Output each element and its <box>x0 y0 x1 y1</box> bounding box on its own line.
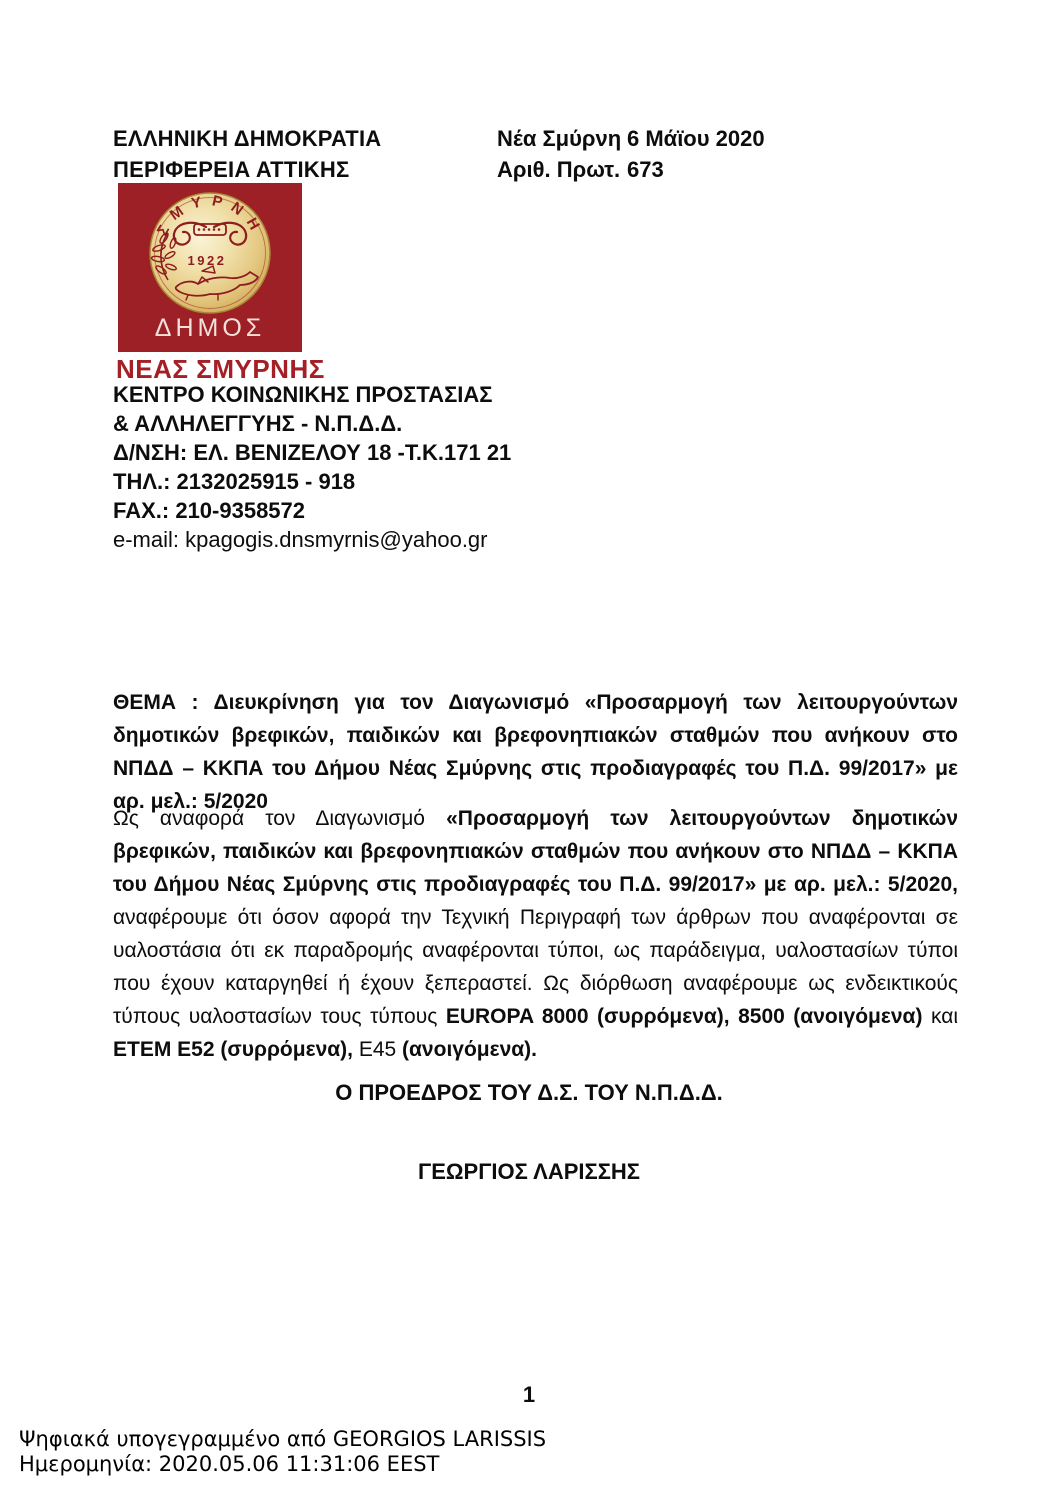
body-run: EUROPA 8000 (συρρόμενα), 8500 (ανοιγόμενα) <box>445 1005 923 1028</box>
subject-text: Διευκρίνηση για τον Διαγωνισμό «Προσαρμογή των λειτουργούντων δημοτικών βρεφικών, παιδικών και βρεφονηπιακών σταθμών που ανήκουν στο ΝΠΔΔ – ΚΚΠΑ του Δήμου Νέας Σμύρνης στις προδιαγραφές του Π.Δ. 99/2017» με αρ. μελ.: 5/2020 <box>113 691 958 813</box>
body-run: Ως αναφορά τον Διαγωνισμό <box>113 807 447 830</box>
page-number: 1 <box>522 1382 536 1407</box>
seal-coin-inscription: ΣΜΥΡΝΗ <box>153 192 268 241</box>
seal-below-caption: ΝΕΑΣ ΣΜΥΡΝΗΣ <box>116 354 325 384</box>
contact-fax: FAX.: 210-9358572 <box>113 498 306 523</box>
date-row <box>497 123 765 154</box>
body-run: Ε45 <box>358 1038 403 1061</box>
contact-block <box>113 380 511 554</box>
subject-paragraph <box>113 686 958 818</box>
header-right <box>497 123 765 185</box>
digital-signature-line2: Ημερομηνία: 2020.05.06 11:31:06 EEST <box>19 1452 440 1476</box>
signature-name: ΓΕΩΡΓΙΟΣ ΛΑΡΙΣΣΗΣ <box>418 1159 640 1184</box>
body-paragraph <box>113 802 958 1066</box>
body-run: αναφέρουμε ότι όσον αφορά την Τεχνική Περιγραφή των άρθρων που αναφέρονται σε υαλοστάσια ότι εκ παραδρομής αναφέρονται τύποι, ως παράδειγμα, υαλοστασίων τύποι που έχουν καταργηθεί ή έχουν ξεπεραστεί. Ως διόρθωση αναφέρουμε ως ενδεικτικούς τύπους υαλοστασίων τους τύπους <box>113 906 958 1028</box>
subject-label: ΘΕΜΑ : <box>113 691 199 714</box>
digital-signature-note <box>19 1427 546 1477</box>
contact-org-line1: ΚΕΝΤΡΟ ΚΟΙΝΩΝΙΚΗΣ ΠΡΟΣΤΑΣΙΑΣ <box>113 382 493 407</box>
place-label: Νέα Σμύρνη <box>497 126 622 151</box>
protocol-number: 673 <box>627 157 664 182</box>
body-run: και <box>922 1005 958 1028</box>
body-run: (ανοιγόμενα). <box>402 1038 538 1061</box>
seal-year: 1922 <box>187 253 227 268</box>
header-org-line1: ΕΛΛΗΝΙΚΗ ΔΗΜΟΚΡΑΤΙΑ <box>113 126 382 151</box>
protocol-row <box>497 154 765 185</box>
date-value: 6 Μάϊου 2020 <box>627 126 765 151</box>
municipal-seal-icon <box>118 183 302 352</box>
signature-title: Ο ΠΡΟΕΔΡΟΣ ΤΟΥ Δ.Σ. ΤΟΥ Ν.Π.Δ.Δ. <box>335 1080 723 1105</box>
municipal-seal <box>118 183 302 352</box>
contact-address: Δ/ΝΣΗ: ΕΛ. ΒΕΝΙΖΕΛΟΥ 18 -Τ.Κ.171 21 <box>113 440 512 465</box>
contact-email: e-mail: kpagogis.dnsmyrnis@yahoo.gr <box>113 527 488 552</box>
contact-org-line2: & ΑΛΛΗΛΕΓΓΥΗΣ - Ν.Π.Δ.Δ. <box>113 411 403 436</box>
seal-square-caption: ΔΗΜΟΣ <box>154 314 266 342</box>
body-run: «Προσαρμογή των λειτουργούντων δημοτικών βρεφικών, παιδικών και βρεφονηπιακών σταθμών που ανήκουν στο ΝΠΔΔ – ΚΚΠΑ του Δήμου Νέας Σμύρνης στις προδιαγραφές του Π.Δ. 99/2017» με αρ. μελ.: 5/2020, <box>113 807 958 896</box>
header-left <box>113 123 381 185</box>
body-run: ΕΤΕΜ Ε52 (συρρόμενα), <box>113 1038 359 1061</box>
digital-signature-line1: Ψηφιακά υπογεγραμμένο από GEORGIOS LARISSIS <box>19 1427 547 1451</box>
contact-phone: ΤΗΛ.: 2132025915 - 918 <box>113 469 356 494</box>
header-org-line2: ΠΕΡΙΦΕΡΕΙΑ ΑΤΤΙΚΗΣ <box>113 157 350 182</box>
protocol-label: Αριθ. Πρωτ. <box>497 157 621 182</box>
